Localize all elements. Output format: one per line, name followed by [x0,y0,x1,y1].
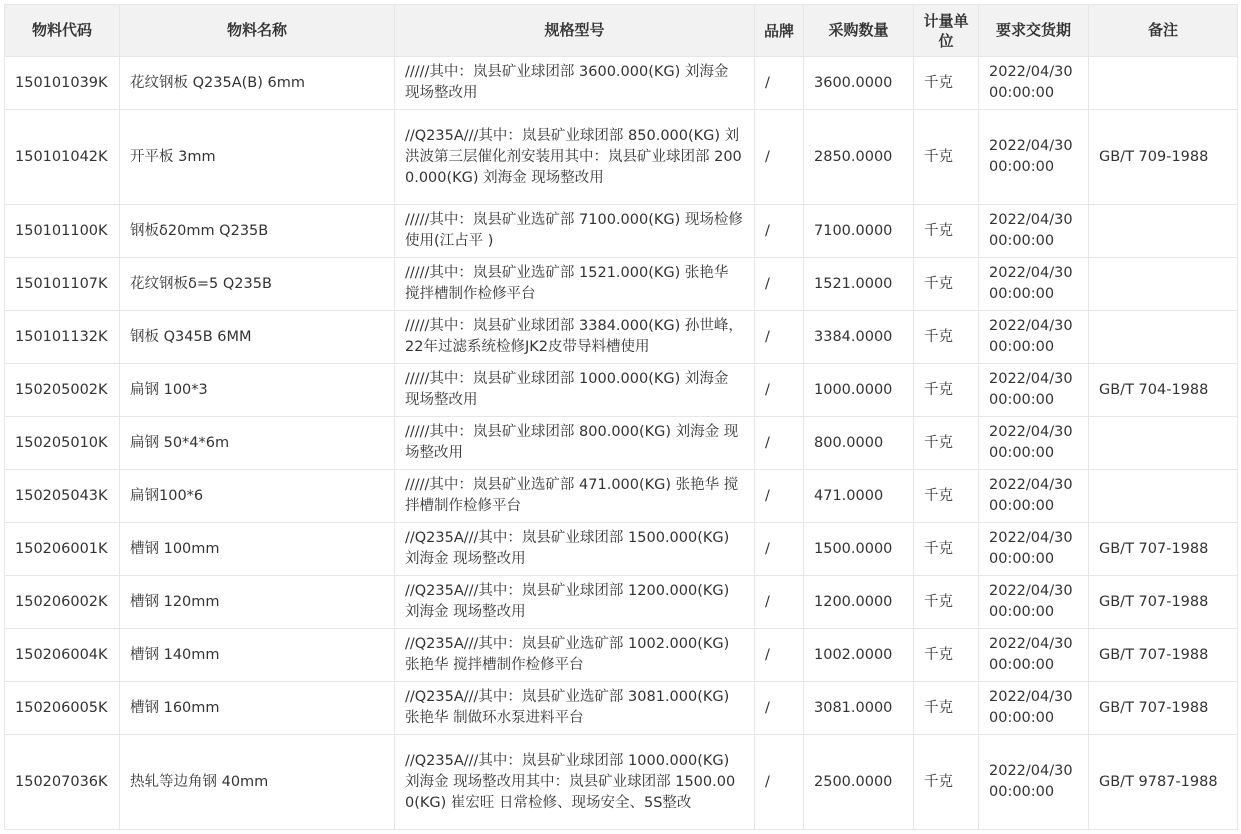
cell-date: 2022/04/30 00:00:00 [979,682,1089,735]
cell-code: 150101107K [5,258,120,311]
cell-name: 热轧等边角钢 40mm [120,735,395,830]
cell-qty: 1000.0000 [804,364,914,417]
cell-qty: 3600.0000 [804,57,914,110]
cell-name: 槽钢 140mm [120,629,395,682]
cell-name: 花纹钢板δ=5 Q235B [120,258,395,311]
cell-date: 2022/04/30 00:00:00 [979,258,1089,311]
cell-remark: GB/T 707-1988 [1089,629,1238,682]
cell-code: 150101100K [5,205,120,258]
procurement-table-container [4,4,1237,830]
cell-date: 2022/04/30 00:00:00 [979,576,1089,629]
table-row[interactable] [5,110,1238,205]
cell-brand: / [755,57,804,110]
cell-spec: /////其中：岚县矿业球团部 3384.000(KG) 孙世峰，22年过滤系统检修JK2皮带导料槽使用 [395,311,755,364]
cell-unit: 千克 [914,417,979,470]
cell-date: 2022/04/30 00:00:00 [979,205,1089,258]
cell-remark: GB/T 9787-1988 [1089,735,1238,830]
cell-brand: / [755,523,804,576]
cell-qty: 1500.0000 [804,523,914,576]
cell-code: 150206004K [5,629,120,682]
table-row[interactable] [5,470,1238,523]
cell-code: 150205010K [5,417,120,470]
cell-date: 2022/04/30 00:00:00 [979,470,1089,523]
header-remark[interactable]: 备注 [1089,5,1238,57]
cell-spec: //Q235A///其中：岚县矿业选矿部 1002.000(KG) 张艳华 搅拌槽制作检修平台 [395,629,755,682]
cell-name: 槽钢 120mm [120,576,395,629]
cell-qty: 1002.0000 [804,629,914,682]
cell-brand: / [755,205,804,258]
cell-unit: 千克 [914,470,979,523]
cell-code: 150206005K [5,682,120,735]
table-header-row [5,5,1238,57]
cell-brand: / [755,629,804,682]
cell-unit: 千克 [914,682,979,735]
cell-date: 2022/04/30 00:00:00 [979,417,1089,470]
cell-brand: / [755,682,804,735]
table-body [5,57,1238,830]
cell-name: 扁钢 100*3 [120,364,395,417]
cell-qty: 3384.0000 [804,311,914,364]
table-row[interactable] [5,57,1238,110]
cell-unit: 千克 [914,205,979,258]
header-qty[interactable]: 采购数量 [804,5,914,57]
table-row[interactable] [5,364,1238,417]
cell-unit: 千克 [914,364,979,417]
cell-name: 扁钢 50*4*6m [120,417,395,470]
cell-remark [1089,311,1238,364]
cell-name: 花纹钢板 Q235A(B) 6mm [120,57,395,110]
table-row[interactable] [5,258,1238,311]
cell-name: 槽钢 100mm [120,523,395,576]
cell-code: 150206002K [5,576,120,629]
cell-unit: 千克 [914,57,979,110]
cell-unit: 千克 [914,311,979,364]
cell-unit: 千克 [914,110,979,205]
table-row[interactable] [5,629,1238,682]
cell-qty: 7100.0000 [804,205,914,258]
cell-remark [1089,57,1238,110]
cell-qty: 800.0000 [804,417,914,470]
cell-qty: 2850.0000 [804,110,914,205]
cell-unit: 千克 [914,523,979,576]
cell-brand: / [755,470,804,523]
cell-remark [1089,258,1238,311]
cell-brand: / [755,258,804,311]
cell-qty: 1200.0000 [804,576,914,629]
cell-name: 扁钢100*6 [120,470,395,523]
table-row[interactable] [5,682,1238,735]
cell-name: 钢板 Q345B 6MM [120,311,395,364]
cell-remark [1089,470,1238,523]
header-code[interactable]: 物料代码 [5,5,120,57]
cell-qty: 3081.0000 [804,682,914,735]
cell-name: 钢板δ20mm Q235B [120,205,395,258]
cell-spec: /////其中：岚县矿业球团部 1000.000(KG) 刘海金 现场整改用 [395,364,755,417]
table-row[interactable] [5,735,1238,830]
cell-remark [1089,417,1238,470]
cell-date: 2022/04/30 00:00:00 [979,735,1089,830]
cell-code: 150205043K [5,470,120,523]
cell-date: 2022/04/30 00:00:00 [979,629,1089,682]
header-unit[interactable]: 计量单位 [914,5,979,57]
table-row[interactable] [5,417,1238,470]
procurement-table [4,4,1238,830]
cell-spec: /////其中：岚县矿业球团部 3600.000(KG) 刘海金 现场整改用 [395,57,755,110]
cell-code: 150101132K [5,311,120,364]
cell-brand: / [755,576,804,629]
cell-date: 2022/04/30 00:00:00 [979,110,1089,205]
cell-brand: / [755,417,804,470]
cell-brand: / [755,110,804,205]
cell-spec: /////其中：岚县矿业选矿部 471.000(KG) 张艳华 搅拌槽制作检修平台 [395,470,755,523]
cell-spec: /////其中：岚县矿业球团部 800.000(KG) 刘海金 现场整改用 [395,417,755,470]
cell-spec: /////其中：岚县矿业选矿部 7100.000(KG) 现场检修使用(江占平 ) [395,205,755,258]
table-row[interactable] [5,311,1238,364]
table-row[interactable] [5,523,1238,576]
cell-brand: / [755,735,804,830]
cell-name: 槽钢 160mm [120,682,395,735]
header-date[interactable]: 要求交货期 [979,5,1089,57]
cell-spec: //Q235A///其中：岚县矿业球团部 1200.000(KG) 刘海金 现场整改用 [395,576,755,629]
cell-unit: 千克 [914,258,979,311]
header-brand[interactable]: 品牌 [755,5,804,57]
cell-spec: //Q235A///其中：岚县矿业球团部 1500.000(KG) 刘海金 现场整改用 [395,523,755,576]
cell-unit: 千克 [914,629,979,682]
cell-code: 150101039K [5,57,120,110]
cell-remark: GB/T 707-1988 [1089,682,1238,735]
cell-unit: 千克 [914,735,979,830]
cell-spec: //Q235A///其中：岚县矿业选矿部 3081.000(KG) 张艳华 制做环水泵进料平台 [395,682,755,735]
cell-date: 2022/04/30 00:00:00 [979,523,1089,576]
cell-remark: GB/T 704-1988 [1089,364,1238,417]
cell-qty: 1521.0000 [804,258,914,311]
cell-unit: 千克 [914,576,979,629]
cell-qty: 2500.0000 [804,735,914,830]
header-spec[interactable]: 规格型号 [395,5,755,57]
cell-code: 150206001K [5,523,120,576]
cell-brand: / [755,364,804,417]
cell-qty: 471.0000 [804,470,914,523]
cell-spec: //Q235A///其中：岚县矿业球团部 850.000(KG) 刘洪波第三层催化剂安装用其中：岚县矿业球团部 2000.000(KG) 刘海金 现场整改用 [395,110,755,205]
cell-date: 2022/04/30 00:00:00 [979,57,1089,110]
cell-spec: //Q235A///其中：岚县矿业球团部 1000.000(KG) 刘海金 现场整改用其中：岚县矿业球团部 1500.000(KG) 崔宏旺 日常检修、现场安全、5S整改 [395,735,755,830]
cell-spec: /////其中：岚县矿业选矿部 1521.000(KG) 张艳华 搅拌槽制作检修平台 [395,258,755,311]
cell-date: 2022/04/30 00:00:00 [979,364,1089,417]
cell-remark: GB/T 707-1988 [1089,576,1238,629]
cell-remark: GB/T 707-1988 [1089,523,1238,576]
cell-code: 150207036K [5,735,120,830]
table-row[interactable] [5,576,1238,629]
cell-brand: / [755,311,804,364]
cell-code: 150101042K [5,110,120,205]
header-name[interactable]: 物料名称 [120,5,395,57]
cell-code: 150205002K [5,364,120,417]
cell-remark: GB/T 709-1988 [1089,110,1238,205]
cell-date: 2022/04/30 00:00:00 [979,311,1089,364]
cell-name: 开平板 3mm [120,110,395,205]
cell-remark [1089,205,1238,258]
table-row[interactable] [5,205,1238,258]
